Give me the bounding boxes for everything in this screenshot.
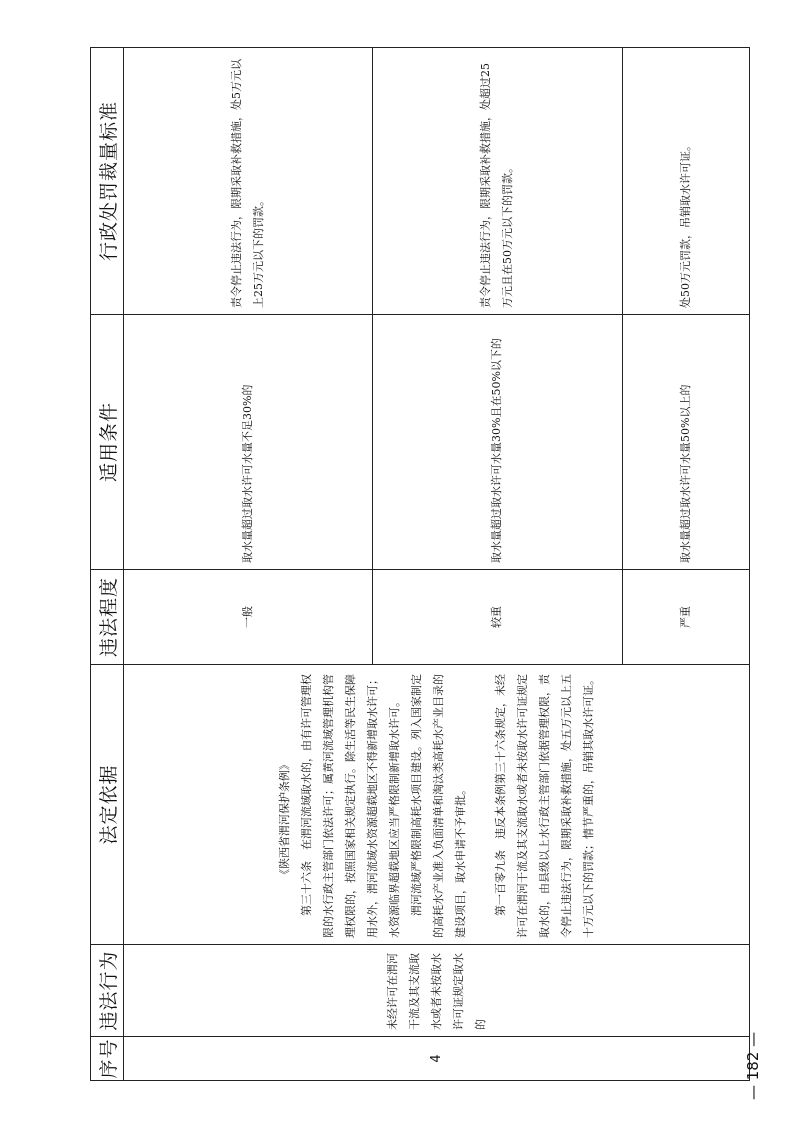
header-condition: 适用条件 — [91, 315, 124, 570]
standard-cell: 处50万元罚款，吊销取水许可证。 — [622, 48, 749, 315]
act-text: 未经许可在渭河干流及其支流取水或者未按取水许可证规定取水的 — [385, 953, 487, 1030]
degree-cell: 一般 — [124, 570, 373, 665]
standard-cell: 责令停止违法行为，限期采取补救措施，处5万元以上25万元以下的罚款。 — [124, 48, 373, 315]
basis-cell — [124, 665, 750, 945]
table-header-row — [91, 48, 124, 1081]
header-seq: 序号 — [91, 1037, 124, 1081]
header-degree: 违法程度 — [91, 570, 124, 665]
article-36: 第三十六条 在渭河流域取水的，由有许可管理权限的水行政主管部门依法许可；属黄河流域管理机构管理权限的，按照国家相关规定执行。除生活等民生保障用水外，渭河流域水资源超载地区不得新增取水许可；水资源临界超载地区应当严格限制新增取水许可。 — [299, 674, 401, 938]
page-number: — 182 — — [744, 1031, 762, 1100]
degree-cell: 严重 — [622, 570, 749, 665]
table-row — [124, 48, 373, 1081]
rotated-page — [90, 48, 750, 1081]
header-basis: 法定依据 — [91, 665, 124, 945]
condition-cell: 取水量超过取水许可水量不足30%的 — [124, 315, 373, 570]
standard-cell: 责令停止违法行为，限期采取补救措施，处超过25万元且在50万元以下的罚款。 — [373, 48, 622, 315]
header-act: 违法行为 — [91, 945, 124, 1037]
header-standard: 行政处罚裁量标准 — [91, 48, 124, 315]
seq-cell: 4 — [124, 1037, 750, 1081]
condition-cell: 取水量超过取水许可水量50%以上的 — [622, 315, 749, 570]
penalty-table — [90, 47, 750, 1081]
law-title: 《陕西省渭河保护条例》 — [277, 759, 291, 880]
article-109: 第一百零九条 违反本条例第三十六条规定，未经许可在渭河干流及其支流取水或者未按取水许可证规定取水的，由县级以上水行政主管部门依据管理权限，责令停止违法行为，限期采取补救措施，处五万元以上五十万元以下的罚款；情节严重的，吊销其取水许可证。 — [493, 674, 595, 938]
condition-cell: 取水量超过取水许可水量30%且在50%以下的 — [373, 315, 622, 570]
act-cell — [124, 945, 750, 1037]
article-36-para2: 渭河流域严格限制高耗水项目建设。列入国家制定的高耗水产业准入负面清单和淘汰类高耗水产业目录的建设项目，取水申请不予审批。 — [409, 674, 467, 938]
degree-cell: 较重 — [373, 570, 622, 665]
